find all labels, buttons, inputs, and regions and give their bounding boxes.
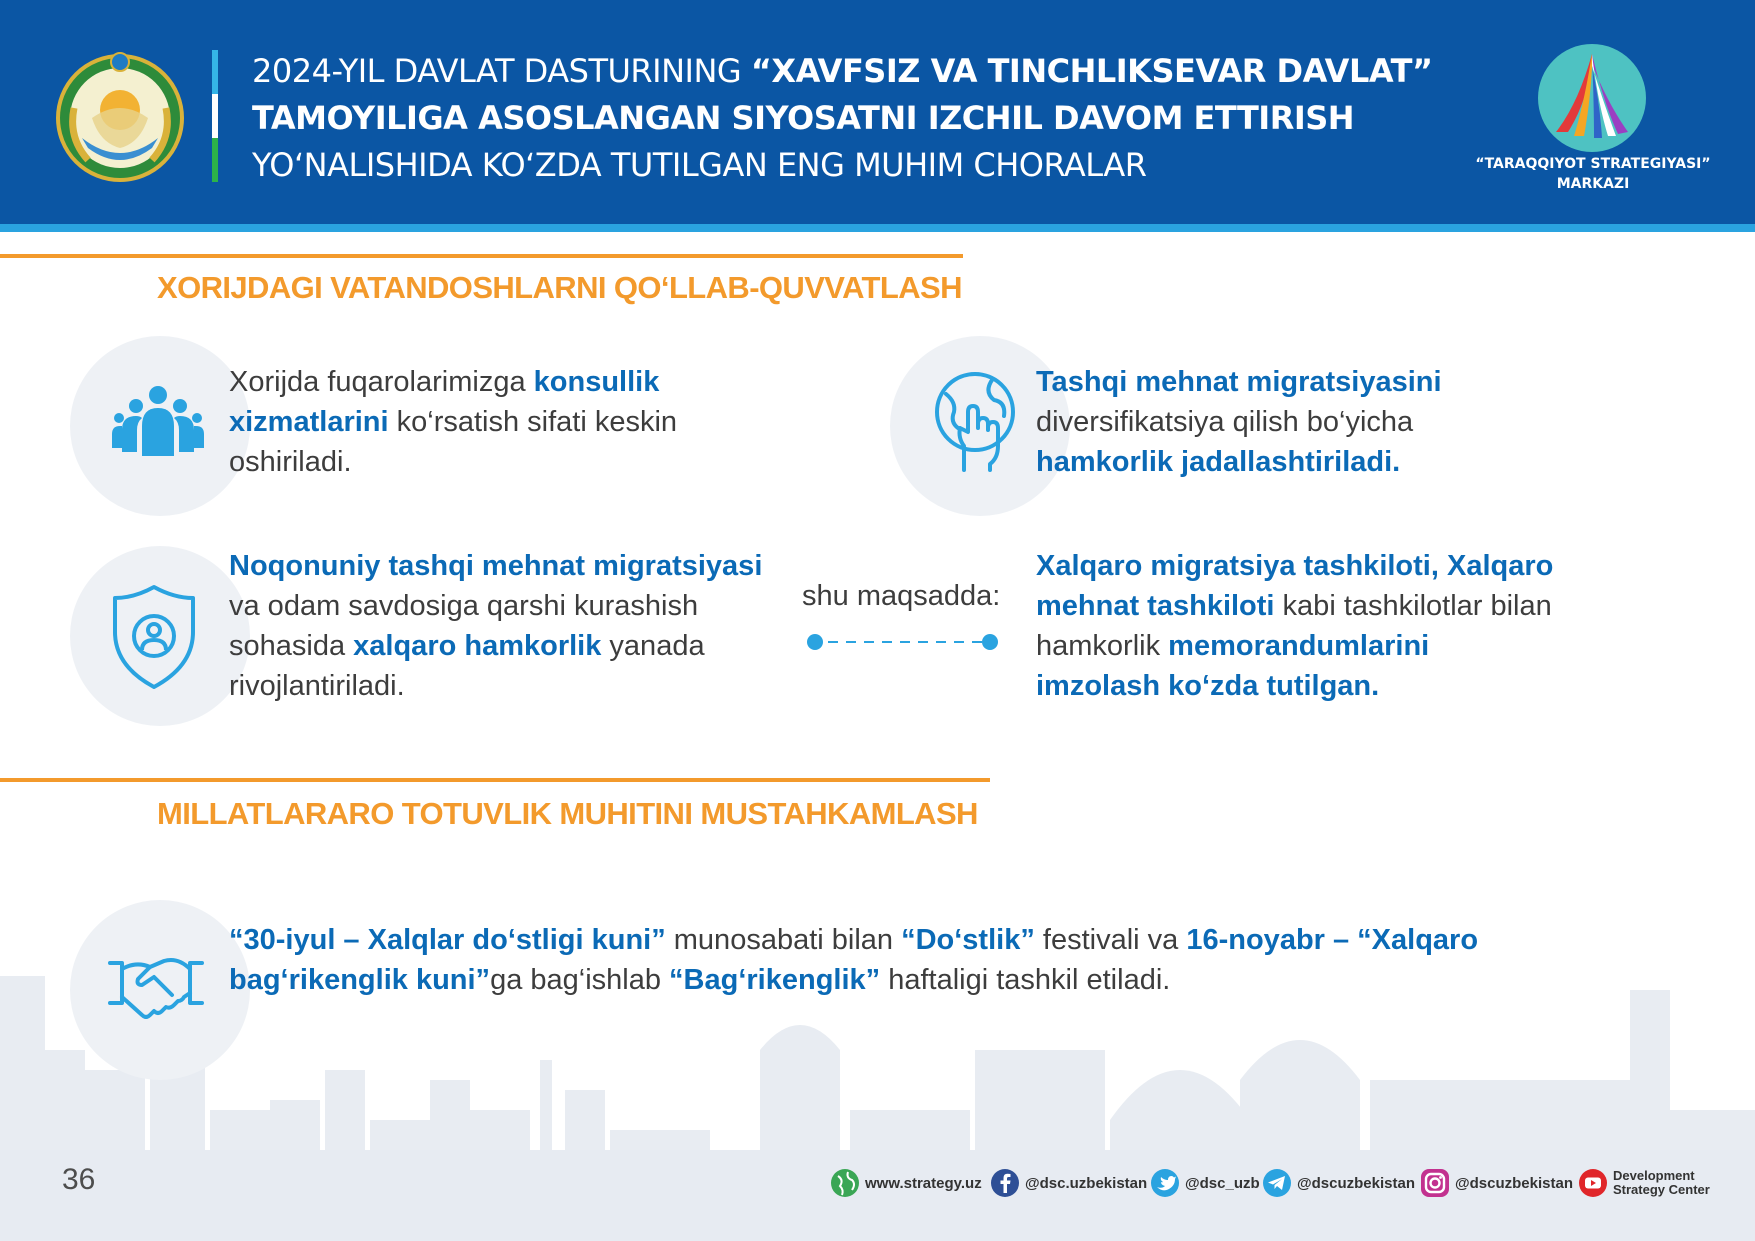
state-emblem-icon bbox=[52, 48, 188, 184]
telegram-icon bbox=[1262, 1168, 1292, 1198]
s2-highlight-d: “Bag‘rikenglik” bbox=[669, 964, 881, 996]
item4-text-a: kabi tashkilotlar bilan hamkorlik bbox=[1036, 590, 1552, 662]
footer-telegram[interactable] bbox=[1262, 1166, 1415, 1200]
item2-highlight-b: hamkorlik jadallashtiriladi. bbox=[1036, 446, 1401, 478]
footer-instagram[interactable] bbox=[1420, 1166, 1573, 1200]
s2-highlight-c: 16-noyabr – “Xalqaro bag‘rikenglik kuni” bbox=[229, 924, 1479, 996]
item4-text bbox=[1036, 546, 1556, 706]
item1-text-a: Xorijda fuqarolarimizga bbox=[229, 366, 534, 398]
twitter-icon bbox=[1150, 1168, 1180, 1198]
youtube-text-line1: Development bbox=[1613, 1168, 1695, 1183]
footer-facebook[interactable] bbox=[990, 1166, 1147, 1200]
item1-text-b: ko‘rsatish sifati keskin oshiriladi. bbox=[229, 406, 678, 478]
globe-hand-icon bbox=[932, 372, 1018, 472]
item2-highlight-a: Tashqi mehnat migratsiyasini bbox=[1036, 366, 1442, 398]
s2-highlight-b: “Do‘stlik” bbox=[901, 924, 1035, 956]
section2-item1-text bbox=[229, 920, 1529, 1000]
youtube-icon bbox=[1578, 1168, 1608, 1198]
telegram-text: @dscuzbekistan bbox=[1297, 1174, 1415, 1192]
dotted-connector-icon bbox=[806, 630, 1006, 654]
section1-line bbox=[0, 254, 963, 258]
handshake-icon bbox=[106, 953, 206, 1019]
item4-highlight-b: memorandumlarini imzolash ko‘zda tutilgan. bbox=[1036, 630, 1430, 702]
twitter-text: @dsc_uzb bbox=[1185, 1174, 1260, 1192]
footer-twitter[interactable] bbox=[1150, 1166, 1260, 1200]
website-text: www.strategy.uz bbox=[865, 1174, 982, 1192]
item2-text bbox=[1036, 362, 1556, 482]
title-line2: TAMOYILIGA ASOSLANGAN SIYOSATNI IZCHIL DAVOM ETTIRISH bbox=[252, 99, 1355, 137]
facebook-icon bbox=[990, 1168, 1020, 1198]
dsc-logo-icon bbox=[1538, 44, 1646, 152]
item4-highlight-a: Xalqaro migratsiya tashkiloti, Xalqaro mehnat tashkiloti bbox=[1036, 550, 1554, 622]
logo-caption bbox=[1440, 154, 1746, 194]
page-title bbox=[252, 48, 1432, 189]
youtube-text bbox=[1613, 1169, 1710, 1197]
s2-highlight-a: “30-iyul – Xalqlar do‘stligi kuni” bbox=[229, 924, 666, 956]
s2-text-a: munosabati bilan bbox=[665, 924, 902, 956]
s2-text-b: festivali va bbox=[1034, 924, 1187, 956]
facebook-text: @dsc.uzbekistan bbox=[1025, 1174, 1148, 1192]
youtube-text-line2: Strategy Center bbox=[1613, 1182, 1710, 1197]
section2-line bbox=[0, 778, 990, 782]
shield-person-icon bbox=[112, 584, 196, 690]
logo-caption-line2: MARKAZI bbox=[1556, 176, 1630, 192]
item3-highlight-b: xalqaro hamkorlik bbox=[353, 630, 602, 662]
connector-label: shu maqsadda: bbox=[802, 580, 1001, 612]
footer-website[interactable] bbox=[830, 1166, 982, 1200]
item3-text-b: yanada rivojlantiriladi. bbox=[229, 630, 705, 702]
instagram-icon bbox=[1420, 1168, 1450, 1198]
item3-text bbox=[229, 546, 769, 706]
title-line1-bold: “XAVFSIZ VA TINCHLIKSEVAR DAVLAT” bbox=[750, 52, 1433, 90]
s2-text-c: ga bag‘ishlab bbox=[490, 964, 670, 996]
item3-highlight-a: Noqonuniy tashqi mehnat migratsiyasi bbox=[229, 550, 763, 582]
section1-title: XORIJDAGI VATANDOSHLARNI QO‘LLAB-QUVVATLASH bbox=[157, 270, 962, 305]
instagram-text: @dscuzbekistan bbox=[1455, 1174, 1573, 1192]
footer-youtube[interactable] bbox=[1578, 1166, 1710, 1200]
item2-text-a: diversifikatsiya qilish bo‘yicha bbox=[1036, 406, 1414, 438]
globe-icon bbox=[830, 1168, 860, 1198]
logo-caption-line1: “TARAQQIYOT STRATEGIYASI” bbox=[1475, 156, 1711, 172]
item1-highlight: konsullik xizmatlarini bbox=[229, 366, 660, 438]
people-group-icon bbox=[112, 386, 204, 460]
item3-text-a: va odam savdosiga qarshi kurashish sohasida bbox=[229, 590, 699, 662]
title-line3: YO‘NALISHIDA KO‘ZDA TUTILGAN ENG MUHIM CHORALAR bbox=[252, 146, 1147, 184]
s2-text-d: haftaligi tashkil etiladi. bbox=[880, 964, 1171, 996]
title-color-bar bbox=[212, 50, 218, 182]
page-number: 36 bbox=[62, 1163, 96, 1196]
item1-text bbox=[229, 362, 749, 482]
title-line1-normal: 2024-YIL DAVLAT DASTURINING bbox=[252, 52, 751, 90]
section2-title: MILLATLARARO TOTUVLIK MUHITINI MUSTAHKAMLASH bbox=[157, 796, 978, 831]
header-stripe bbox=[0, 224, 1755, 232]
